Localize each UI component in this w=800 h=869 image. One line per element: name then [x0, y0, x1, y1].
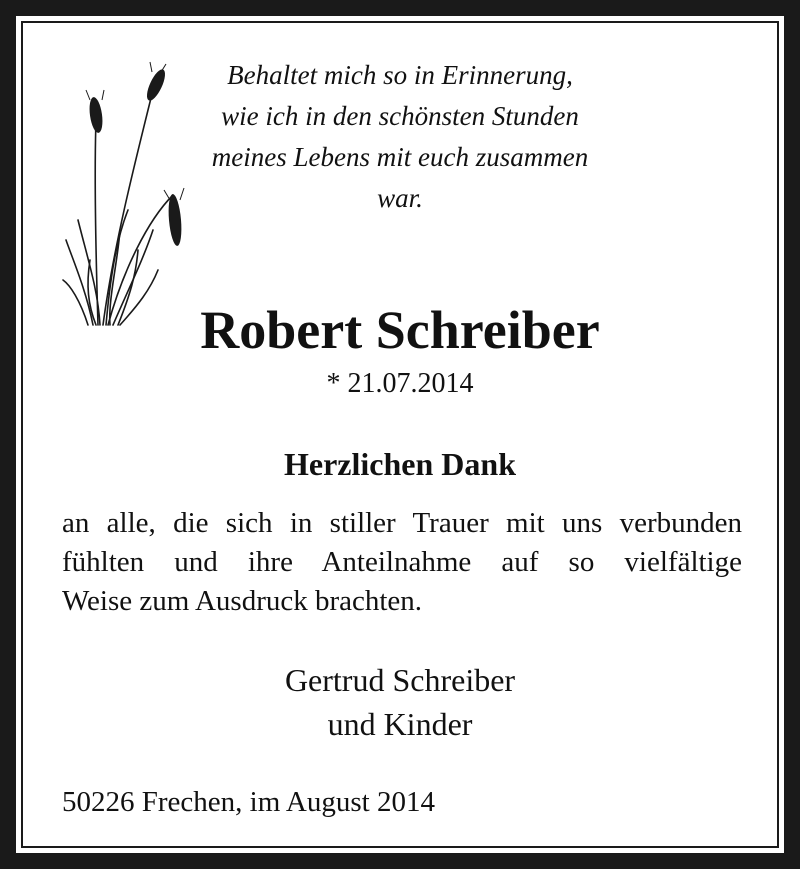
- poem-line: war.: [377, 183, 423, 213]
- thanks-heading: Herzlichen Dank: [284, 446, 516, 482]
- birth-date: * 21.07.2014: [326, 368, 474, 399]
- thanks-line: fühlten und ihre Anteilnahme auf so vielfältige: [62, 546, 742, 578]
- signature-block: [0, 658, 800, 746]
- poem-line: Behaltet mich so in Erinnerung,: [227, 60, 573, 90]
- deceased-name: Robert Schreiber: [200, 300, 600, 360]
- poem-line: meines Lebens mit euch zusammen: [211, 142, 589, 172]
- signature-line: und Kinder: [327, 706, 473, 742]
- thanks-message: [62, 504, 742, 621]
- poem-line: wie ich in den schönsten Stunden: [221, 101, 579, 131]
- thanks-line: Weise zum Ausdruck brachten.: [62, 585, 423, 617]
- place-date: 50226 Frechen, im August 2014: [62, 786, 435, 818]
- signature-line: Gertrud Schreiber: [284, 662, 516, 698]
- thanks-line: an alle, die sich in stiller Trauer mit uns verbunden: [62, 507, 742, 539]
- memorial-poem: [160, 55, 640, 219]
